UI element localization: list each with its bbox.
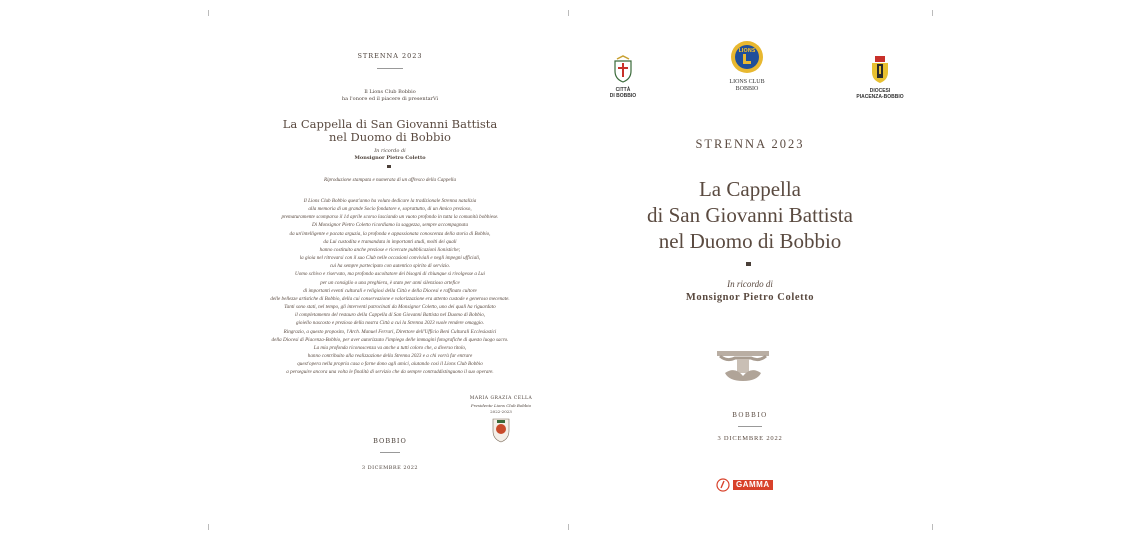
body-line: Il Lions Club Bobbio quest'anno ha voluto dedicare la tradizionale Strenna natalizia (303, 198, 477, 204)
divider (738, 426, 762, 427)
left-intro-line2: ha l'onore ed il piacere di presentarVi (341, 96, 439, 102)
right-date: 3 DICEMBRE 2022 (717, 435, 783, 442)
lions-badge-text: LIONS (738, 48, 756, 54)
lions-caption-1: LIONS CLUB (729, 79, 765, 85)
body-line: delle bellezze artistiche di Bobbio, della cui conservazione e valorizzazione era attento custode e generoso mecenate. (270, 295, 510, 302)
body-line: Di Monsignor Pietro Coletto ricordiamo la saggezza, sempre accompagnata (311, 222, 469, 229)
body-line: prematuramente scomparso il 14 aprile scorso lasciando un vuoto profondo in tutta la comunità bobbiese. (281, 214, 499, 221)
diocese-crest-icon (869, 54, 891, 84)
body-line: Ringrazio, a questo proposito, l'Arch. Manuel Ferrari, Direttore dell'Ufficio Beni Culturali Ecclesiastici (283, 328, 497, 335)
left-date: 3 DICEMBRE 2022 (361, 465, 419, 471)
lions-logo (722, 40, 772, 92)
crop-mark (568, 524, 569, 530)
right-page (600, 0, 904, 540)
left-title-line1: La Cappella di San Giovanni Battista (282, 117, 498, 131)
body-line: quest'opera nella propria casa o farne dono agli amici, aiutando così il Lions Club Bobbio (297, 361, 483, 368)
body-line: cui ha sempre partecipato con autentico spirito di servizio. (329, 263, 451, 270)
right-title-line1: La Cappella (698, 177, 802, 201)
body-line: La mia profonda riconoscenza va anche a tutti coloro che, a diverso titolo, (313, 344, 467, 351)
body-line: da Lui custodita e tramandata in importanti studi, molti dei quali (323, 238, 457, 245)
city-crest-icon (613, 55, 633, 83)
signature-years: 2022-2023 (490, 409, 512, 414)
body-line: hanno costituito anche preziose e ricercate pubblicazioni lionistiche; (319, 246, 461, 253)
diocese-caption-1: DIOCESI (869, 88, 891, 94)
left-title-line2: nel Duomo di Bobbio (329, 130, 451, 144)
body-line: della Diocesi di Piacenza-Bobbio, per aver autorizzato l'impiego delle immagini fotografiche di questo luogo sacro. (271, 336, 509, 343)
body-line: di importanti eventi culturali e religiosi della Città e della Diocesi e raffinato cultore (303, 287, 477, 294)
body-line: Uomo schivo e riservato, ma profondo ascoltatore dei bisogni di chiunque si rivolgesse a Lui (295, 271, 485, 278)
signature-role: Presidente Lions Club Bobbio (470, 403, 532, 408)
divider (380, 452, 400, 453)
left-strenna: STRENNA 2023 (357, 52, 423, 60)
crop-mark (208, 524, 209, 530)
printer-logo (716, 478, 773, 492)
diocese-caption-2: PIACENZA-BOBBIO (856, 94, 904, 100)
city-caption-2: DI BOBBIO (609, 93, 637, 99)
body-line: la gioia nel ritrovarsi con il suo Club nelle occasioni conviviali e negli impegni ufficiali, (299, 255, 481, 262)
city-logo (608, 55, 638, 99)
square-bullet-icon (746, 262, 751, 266)
crop-mark (932, 524, 933, 530)
right-person: Monsignor Pietro Coletto (685, 292, 815, 303)
crop-mark (568, 10, 569, 16)
right-in-ricordo: In ricordo di (727, 279, 773, 289)
body-line: il completamento del restauro della Cappella di San Giovanni Battista nel Duomo di Bobbio, (294, 312, 486, 319)
right-city: BOBBIO (732, 411, 768, 419)
left-page (240, 0, 540, 540)
body-line: per un consiglio o una preghiera, è stato per anni silenzioso artefice (320, 279, 460, 286)
divider (377, 68, 403, 69)
left-person: Monsignor Pietro Coletto (354, 155, 426, 161)
lions-caption-2: BOBBIO (735, 86, 759, 92)
left-reproduction: Riproduzione stampata e numerata di un affresco della Cappella (323, 177, 457, 183)
city-caption-1: CITTÀ (615, 87, 631, 93)
body-line: a perseguire ancora una volta le finalità di servizio che da sempre contraddistinguono il suo operare. (286, 369, 494, 376)
crop-mark (208, 10, 209, 16)
left-in-ricordo: In ricordo di (374, 148, 406, 154)
body-line: da un'intelligente e pacata arguzia, la profonda e appassionata conoscenza della storia di Bobbio, (289, 230, 491, 237)
left-intro-line1: Il Lions Club Bobbio (364, 89, 416, 95)
left-city: BOBBIO (373, 437, 407, 445)
printer-name: GAMMA (733, 480, 773, 490)
lions-emblem-icon (729, 40, 765, 74)
left-body (240, 197, 540, 376)
right-title-line2: di San Giovanni Battista (647, 203, 853, 227)
printer-mark-icon (716, 478, 730, 492)
capital-ornament-icon (717, 348, 769, 384)
body-line: hanno contribuito alla realizzazione della Strenna 2023 e a chi vorrà far entrare (307, 352, 473, 359)
signature-name: MARIA GRAZIA CELLA (469, 396, 533, 401)
body-line: Tanti sono stati, nel tempo, gli interventi patrocinati da Monsignor Coletto, uno dei quali ha riguardato (284, 304, 496, 311)
right-strenna: STRENNA 2023 (695, 137, 805, 151)
diocese-logo (855, 54, 905, 100)
square-bullet-icon (387, 165, 391, 168)
body-line: gioiello nascosto e prezioso della nostra Città a cui la Strenna 2023 vuole rendere omaggio. (295, 320, 485, 327)
body-line: alla memoria di un grande Socio fondatore e, soprattutto, di un Amico prezioso, (308, 206, 472, 213)
crop-mark (932, 10, 933, 16)
right-title-line3: nel Duomo di Bobbio (658, 229, 842, 253)
